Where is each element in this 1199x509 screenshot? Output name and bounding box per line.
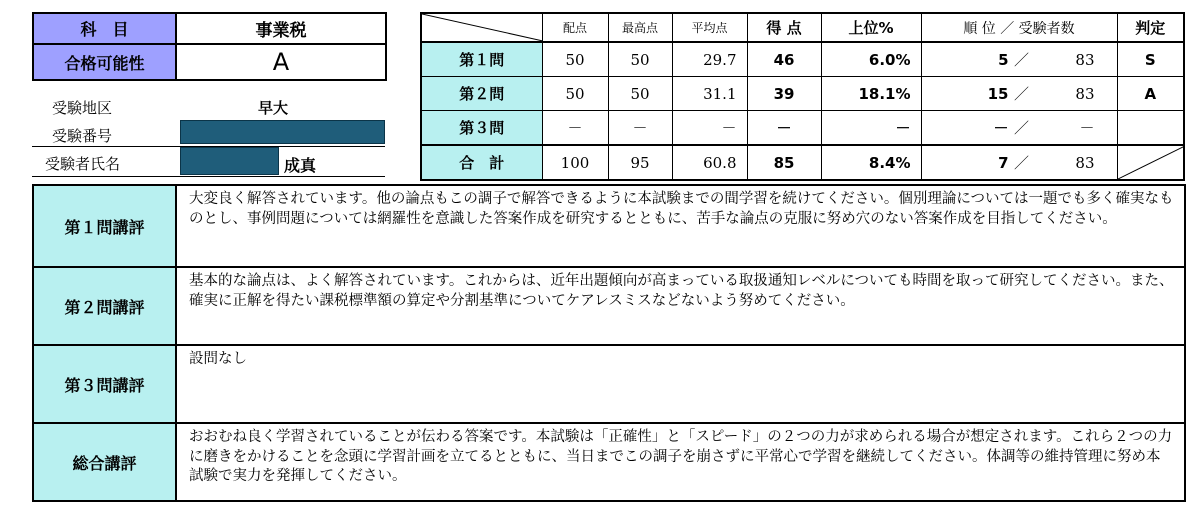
exam-info-table xyxy=(32,12,387,81)
header-diagonal-cell xyxy=(421,13,542,42)
rank-cell xyxy=(921,111,1117,146)
examinee-name-visible: 成真 xyxy=(284,156,317,175)
comment-row xyxy=(33,423,1185,501)
row-label: 第２問 xyxy=(421,77,542,111)
score-row-total xyxy=(421,145,1184,180)
comment-text: おおむね良く学習されていることが伝わる答案です。本試験は「正確性」と「スピード」の２つの力が求められる場合が想定されます。これら２つの力に磨きをかけることを念頭に学習計画を立てるとともに、当日までこの調子を崩さずに平常心で学習を継続してください。体調等の維持管理に努め本試験で実力を発揮してください。 xyxy=(176,423,1185,501)
avg-cell: 29.7 xyxy=(672,42,747,77)
diagonal-line xyxy=(422,14,543,41)
examinee-name-redacted xyxy=(180,147,279,175)
header-max: 最高点 xyxy=(608,13,672,42)
max-cell: 50 xyxy=(608,42,672,77)
comments-table xyxy=(32,184,1186,502)
points-cell: 50 xyxy=(542,77,608,111)
region-value: 早大 xyxy=(258,99,289,117)
score-row xyxy=(421,77,1184,111)
header-grade: 判定 xyxy=(1117,13,1184,42)
rank-cell xyxy=(921,42,1117,77)
row-label: 第３問 xyxy=(421,111,542,146)
rank-value: 15 xyxy=(987,84,1009,103)
header-rank: 順 位 ／ 受験者数 xyxy=(921,13,1117,42)
points-cell: 100 xyxy=(542,145,608,180)
points-cell: 50 xyxy=(542,42,608,77)
rank-cell xyxy=(921,145,1117,180)
header-top-percent: 上位% xyxy=(821,13,921,42)
comment-text: 設問なし xyxy=(176,345,1185,423)
exam-number-label: 受験番号 xyxy=(52,127,113,145)
grade-cell: S xyxy=(1117,42,1184,77)
rank-slash: ／ xyxy=(1013,119,1029,137)
max-cell: 50 xyxy=(608,77,672,111)
comment-label: 第３問講評 xyxy=(33,345,176,423)
score-cell: 46 xyxy=(747,42,821,77)
comment-row xyxy=(33,185,1185,267)
rank-value: 7 xyxy=(998,153,1009,172)
score-table xyxy=(420,12,1185,181)
comment-label: 第１問講評 xyxy=(33,185,176,267)
pass-possibility-label: 合格可能性 xyxy=(33,44,176,80)
row-label: 第１問 xyxy=(421,42,542,77)
comment-row xyxy=(33,267,1185,345)
subject-value: 事業税 xyxy=(176,13,386,44)
top-percent-cell: 8.4% xyxy=(821,145,921,180)
examinee-count: － xyxy=(1079,119,1095,137)
max-cell: 95 xyxy=(608,145,672,180)
rank-slash: ／ xyxy=(1013,51,1029,69)
top-percent-cell: 18.1% xyxy=(821,77,921,111)
max-cell: － xyxy=(608,111,672,146)
score-row xyxy=(421,42,1184,77)
header-score: 得 点 xyxy=(747,13,821,42)
score-cell: 85 xyxy=(747,145,821,180)
avg-cell: 31.1 xyxy=(672,77,747,111)
top-percent-cell: 6.0% xyxy=(821,42,921,77)
rank-slash: ／ xyxy=(1013,154,1029,172)
header-avg: 平均点 xyxy=(672,13,747,42)
comment-text: 基本的な論点は、よく解答されています。これからは、近年出題傾向が高まっている取扱通知レベルについても時間を取って研究してください。また、確実に正解を得たい課税標準額の算定や分割基準についてケアレスミスなどないよう努めてください。 xyxy=(176,267,1185,345)
comment-row xyxy=(33,345,1185,423)
score-row xyxy=(421,111,1184,146)
top-percent-cell: － xyxy=(821,111,921,146)
rank-value: － xyxy=(993,119,1009,137)
examinee-count: 83 xyxy=(1075,153,1095,172)
region-label: 受験地区 xyxy=(52,99,113,117)
rank-value: 5 xyxy=(998,50,1009,69)
comment-label: 第２問講評 xyxy=(33,267,176,345)
avg-cell: － xyxy=(672,111,747,146)
score-cell: － xyxy=(747,111,821,146)
examinee-name-label: 受験者氏名 xyxy=(45,155,121,173)
grade-cell: A xyxy=(1117,77,1184,111)
examinee-count: 83 xyxy=(1075,84,1095,103)
avg-cell: 60.8 xyxy=(672,145,747,180)
rank-cell xyxy=(921,77,1117,111)
score-cell: 39 xyxy=(747,77,821,111)
row-label: 合 計 xyxy=(421,145,542,180)
divider xyxy=(32,176,385,177)
subject-label: 科 目 xyxy=(33,13,176,44)
rank-slash: ／ xyxy=(1013,85,1029,103)
grade-cell-empty xyxy=(1117,145,1184,180)
pass-possibility-value: A xyxy=(176,44,386,80)
examinee-count: 83 xyxy=(1075,50,1095,69)
header-points: 配点 xyxy=(542,13,608,42)
comment-text: 大変良く解答されています。他の論点もこの調子で解答できるように本試験までの間学習を続けてください。個別理論については一題でも多く確実なものとし、事例問題については網羅性を意識した答案作成を研究するとともに、苦手な論点の克服に努め穴のない答案作成を目指してください。 xyxy=(176,185,1185,267)
grade-cell xyxy=(1117,111,1184,146)
comment-label: 総合講評 xyxy=(33,423,176,501)
points-cell: － xyxy=(542,111,608,146)
exam-number-redacted xyxy=(180,120,385,144)
diagonal-line xyxy=(1118,146,1185,179)
